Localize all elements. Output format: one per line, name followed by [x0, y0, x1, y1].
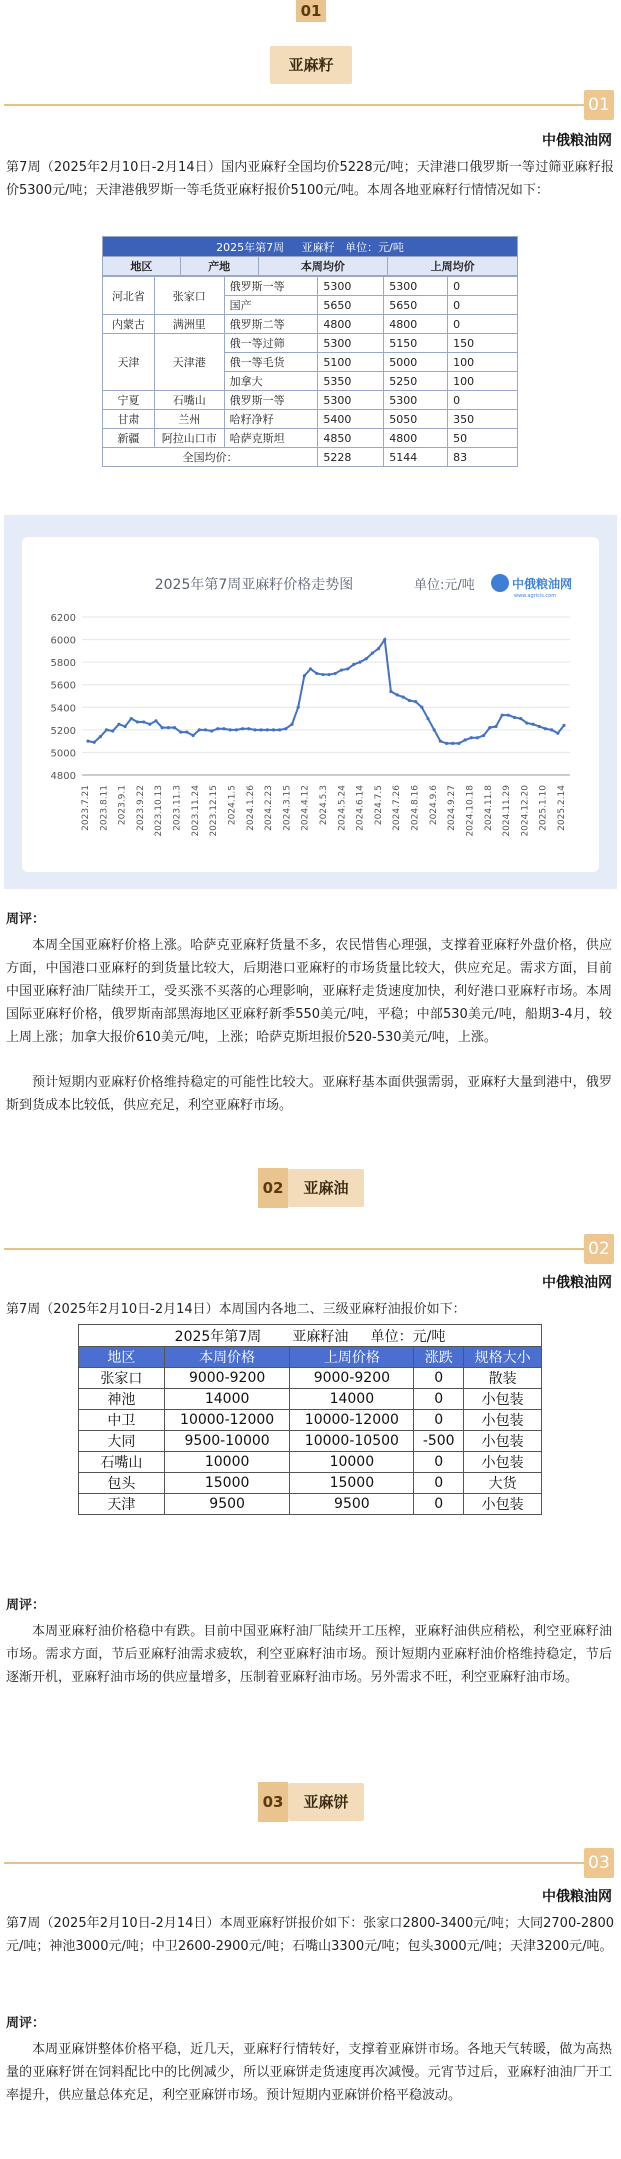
section-number-badge: 01 [296, 0, 326, 22]
table-row: 加拿大 5350 5250 100 [103, 372, 518, 391]
data-point [531, 723, 534, 726]
watermark-logo-icon [491, 574, 509, 592]
data-point [93, 741, 96, 744]
data-point [414, 700, 417, 703]
data-point [426, 717, 429, 720]
data-point [562, 724, 565, 727]
table-row: 河北省 张家口 俄罗斯一等 5300 5300 0 [103, 277, 518, 296]
data-point [259, 728, 262, 731]
y-tick-label: 6200 [50, 613, 76, 624]
section-title-flax-cake: 亚麻饼 [288, 1783, 364, 1821]
x-tick-label: 2023.11.24 [190, 785, 201, 837]
y-tick-label: 5400 [50, 703, 76, 715]
data-point [241, 727, 244, 730]
table-total-row: 全国均价： 5228 5144 83 [103, 448, 518, 467]
data-point [154, 719, 157, 722]
table-row: 俄一等毛货 5100 5000 100 [103, 353, 518, 372]
data-point [513, 716, 516, 719]
review-paragraph: 预计短期内亚麻籽价格维持稳定的可能性比较大。亚麻籽基本面供强需弱，亚麻籽大量到港中，俄罗斯到货成本比较低，供应充足，利空亚麻籽市场。 [6, 1075, 612, 1113]
table-row: 宁夏 石嘴山 俄罗斯一等 5300 5300 0 [103, 391, 518, 410]
data-point [482, 734, 485, 737]
data-point [278, 728, 281, 731]
data-point [371, 652, 374, 655]
x-tick-label: 2024.1.5 [227, 785, 238, 826]
data-point [179, 731, 182, 734]
table-row: 新疆 阿拉山口市 哈萨克斯坦 4850 4800 50 [103, 429, 518, 448]
table-row: 张家口 9000-9200 9000-9200 0 散装 [79, 1368, 542, 1389]
table-row: 内蒙古 满洲里 俄罗斯二等 4800 4800 0 [103, 315, 518, 334]
x-tick-label: 2024.1.26 [245, 785, 256, 831]
data-point [507, 714, 510, 717]
data-point [111, 729, 114, 732]
chart-watermark: 中俄粮油网 [512, 577, 573, 591]
review-label: 周评： [6, 912, 46, 927]
data-point [247, 727, 250, 730]
data-point [204, 728, 207, 731]
x-tick-label: 2024.9.6 [428, 785, 439, 826]
data-point [556, 732, 559, 735]
x-tick-label: 2023.9.1 [117, 785, 128, 826]
flaxseed-price-table [102, 236, 518, 276]
data-point [439, 740, 442, 743]
section-divider [4, 104, 584, 106]
x-tick-label: 2023.9.22 [135, 785, 146, 831]
section-divider [4, 1248, 584, 1250]
data-point [352, 663, 355, 666]
x-tick-label: 2024.6.14 [355, 785, 366, 831]
table-caption: 2025年第7周 亚麻籽油 单位：元/吨 [79, 1325, 542, 1347]
flaxseed-price-table-body [102, 276, 518, 467]
y-tick-label: 5000 [50, 748, 76, 760]
data-point [290, 723, 293, 726]
data-point [365, 657, 368, 660]
x-tick-label: 2023.11.3 [172, 785, 183, 831]
data-point [266, 728, 269, 731]
x-tick-label: 2024.11.8 [483, 785, 494, 831]
review-paragraph: 本周全国亚麻籽价格上涨。哈萨克亚麻籽货量不多，农民惜售心理强，支撑着亚麻籽外盘价格，供应方面，中国港口亚麻籽的到货量比较大，后期港口亚麻籽的市场货量比较大，供应充足。需求方面，目前中国亚麻籽油厂陆续开工，受买涨不买落的心理影响，亚麻籽走货速度加快，利好港口亚麻籽市场。本周国际亚麻籽价格，俄罗斯南部黑海地区亚麻籽新季550美元/吨，平稳；中部530美元/吨，船期3-4月，较上周上涨；加拿大报价610美元/吨，上涨；哈萨克斯坦报价520-530美元/吨，上涨。 [6, 938, 612, 1045]
data-point [117, 723, 120, 726]
data-point [327, 673, 330, 676]
table-row: 天津 天津港 俄一等过筛 5300 5150 150 [103, 334, 518, 353]
data-point [451, 742, 454, 745]
data-point [216, 727, 219, 730]
data-point [420, 706, 423, 709]
x-tick-label: 2023.12.15 [209, 785, 220, 837]
data-point [185, 731, 188, 734]
data-point [395, 693, 398, 696]
table-row: 天津 9500 9500 0 小包装 [79, 1494, 542, 1515]
table-row: 包头 15000 15000 0 大货 [79, 1473, 542, 1494]
data-point [167, 726, 170, 729]
data-point [402, 696, 405, 699]
data-point [303, 674, 306, 677]
data-point [191, 734, 194, 737]
data-point [86, 740, 89, 743]
table-caption: 2025年第7周 亚麻籽 单位：元/吨 [103, 237, 518, 257]
x-tick-label: 2024.3.15 [282, 785, 293, 831]
section-intro: 第7周（2025年2月10日-2月14日）国内亚麻籽全国均价5228元/吨；天津港口俄罗斯一等过筛亚麻籽报价5300元/吨；天津港俄罗斯一等毛货亚麻籽报价5100元/吨。本周各地亚麻籽行情情况如下： [6, 160, 614, 198]
data-point [130, 717, 133, 720]
x-tick-label: 2024.9.27 [447, 785, 458, 831]
section-number-badge: 03 [258, 1782, 288, 1822]
data-point [377, 647, 380, 650]
section-number-right: 01 [584, 90, 614, 120]
x-tick-label: 2024.7.5 [373, 785, 384, 826]
data-point [457, 742, 460, 745]
flaxseed-oil-price-table [78, 1324, 542, 1515]
data-point [519, 717, 522, 720]
y-tick-label: 5800 [50, 658, 76, 670]
price-chart-panel [4, 515, 617, 889]
series-line [88, 640, 564, 744]
y-tick-label: 5200 [50, 725, 76, 737]
section-title-flaxseed-oil: 亚麻油 [288, 1169, 364, 1207]
data-point [253, 728, 256, 731]
chart-unit-label: 单位:元/吨 [414, 578, 475, 593]
section-number-right: 02 [584, 1234, 614, 1264]
y-tick-label: 4800 [50, 771, 76, 782]
data-point [142, 720, 145, 723]
table-row: 大同 9500-10000 10000-10500 -500 小包装 [79, 1431, 542, 1452]
data-point [99, 735, 102, 738]
data-point [550, 728, 553, 731]
review-paragraph: 本周亚麻籽油价格稳中有跌。目前中国亚麻籽油厂陆续开工压榨，亚麻籽油供应稍松，利空亚麻籽油市场。需求方面，节后亚麻籽油需求疲软，利空亚麻籽油市场。预计短期内亚麻籽油价格维持稳定，节后逐渐开机，亚麻籽油市场的供应量增多，压制着亚麻籽油市场。另外需求不旺，利空亚麻籽油市场。 [6, 1624, 612, 1685]
data-point [358, 661, 361, 664]
data-point [476, 736, 479, 739]
section-divider [4, 1862, 584, 1864]
chart-watermark-url: www.agricis.com [514, 593, 557, 599]
data-point [470, 736, 473, 739]
section-number-right: 03 [584, 1848, 614, 1878]
x-tick-label: 2023.8.11 [99, 785, 110, 831]
section-intro: 第7周（2025年2月10日-2月14日）本周亚麻籽饼报价如下：张家口2800-3400元/吨；大同2700-2800元/吨；神池3000元/吨；中卫2600-2900元/吨；石嘴山3300元/吨；包头3000元/吨；天津3200元/吨。 [6, 1916, 614, 1954]
x-tick-label: 2023.10.13 [154, 785, 165, 837]
data-point [123, 725, 126, 728]
x-tick-label: 2024.5.3 [319, 785, 329, 826]
data-point [433, 728, 436, 731]
data-point [161, 726, 164, 729]
brand-label: 中俄粮油网 [542, 1889, 612, 1905]
data-point [340, 668, 343, 671]
price-chart-card [22, 537, 599, 872]
table-row: 甘肃 兰州 哈籽净籽 5400 5050 350 [103, 410, 518, 429]
data-point [222, 727, 225, 730]
x-tick-label: 2024.11.29 [502, 785, 513, 837]
table-row: 神池 14000 14000 0 小包装 [79, 1389, 542, 1410]
x-tick-label: 2025.1.10 [538, 785, 549, 831]
x-tick-label: 2025.2.14 [557, 785, 567, 831]
data-point [148, 723, 151, 726]
x-tick-label: 2024.2.23 [264, 785, 275, 831]
brand-label: 中俄粮油网 [542, 1275, 612, 1291]
x-tick-label: 2024.5.24 [337, 785, 348, 831]
data-point [389, 690, 392, 693]
table-row: 石嘴山 10000 10000 0 小包装 [79, 1452, 542, 1473]
data-point [501, 714, 504, 717]
data-point [235, 728, 238, 731]
data-point [334, 672, 337, 675]
review-paragraph: 本周亚麻饼整体价格平稳，近几天，亚麻籽行情转好，支撑着亚麻饼市场。各地天气转暖，做为高热量的亚麻籽饼在饲料配比中的比例减少，所以亚麻饼走货速度再次减慢。元宵节过后，亚麻籽油油厂开工率提升，供应量总体充足，利空亚麻饼市场。预计短期内亚麻饼价格平稳波动。 [6, 2042, 612, 2103]
review-label: 周评： [6, 1598, 46, 1613]
x-tick-label: 2024.8.16 [410, 785, 421, 831]
data-point [445, 742, 448, 745]
section-title-flaxseed: 亚麻籽 [270, 46, 352, 84]
price-trend-chart [22, 537, 599, 872]
section-number-badge: 02 [258, 1168, 288, 1208]
data-point [346, 667, 349, 670]
data-point [105, 728, 108, 731]
x-tick-label: 2024.7.26 [392, 785, 403, 831]
data-point [229, 728, 232, 731]
data-point [383, 638, 386, 641]
table-header-row: 地区 本周价格 上周价格 涨跌 规格大小 [79, 1347, 542, 1368]
data-point [272, 728, 275, 731]
data-point [544, 727, 547, 730]
data-point [198, 728, 201, 731]
y-tick-label: 6000 [50, 635, 76, 647]
data-point [297, 706, 300, 709]
review-label: 周评： [6, 2016, 46, 2031]
data-point [315, 672, 318, 675]
section-intro: 第7周（2025年2月10日-2月14日）本周国内各地二、三级亚麻籽油报价如下： [6, 1302, 466, 1317]
table-row: 国产 5650 5650 0 [103, 296, 518, 315]
table-row: 中卫 10000-12000 10000-12000 0 小包装 [79, 1410, 542, 1431]
data-point [488, 726, 491, 729]
data-point [525, 721, 528, 724]
x-tick-label: 2023.7.21 [81, 785, 91, 831]
data-point [494, 725, 497, 728]
data-point [463, 738, 466, 741]
data-point [136, 720, 139, 723]
chart-title: 2025年第7周亚麻籽价格走势图 [154, 577, 354, 593]
table-header-row: 地区 产地 本周均价 上周均价 [103, 257, 518, 276]
data-point [538, 725, 541, 728]
x-tick-label: 2024.12.20 [520, 785, 531, 837]
data-point [173, 726, 176, 729]
x-tick-label: 2024.10.18 [465, 785, 476, 837]
data-point [284, 727, 287, 730]
x-tick-label: 2024.4.12 [300, 785, 311, 831]
y-tick-label: 5600 [50, 680, 76, 692]
data-point [408, 699, 411, 702]
data-point [210, 729, 213, 732]
data-point [321, 673, 324, 676]
data-point [309, 667, 312, 670]
brand-label: 中俄粮油网 [542, 133, 612, 149]
